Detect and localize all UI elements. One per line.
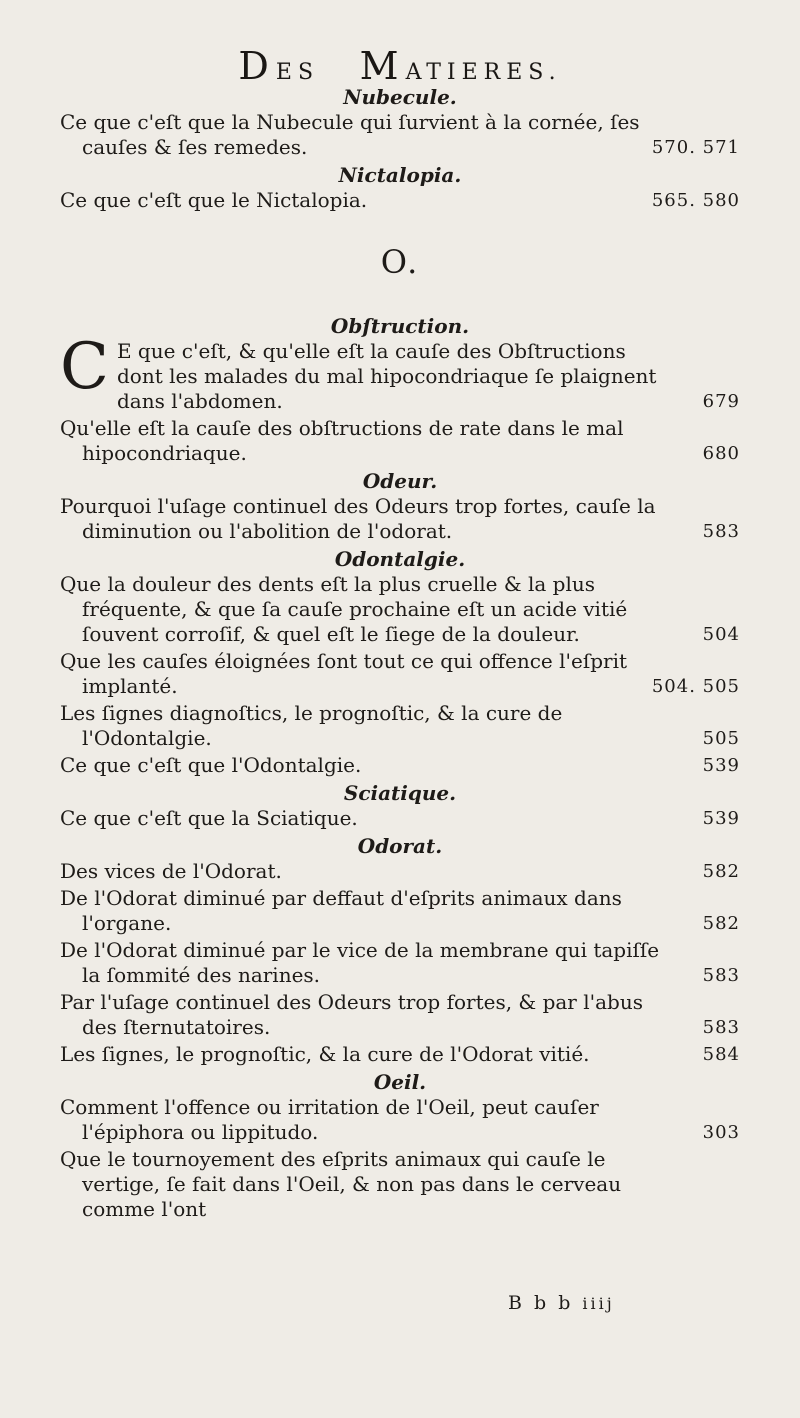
entry-text: De l'Odorat diminué par le vice de la membrane qui tapiſſe la ſommité des narines. — [60, 938, 660, 987]
signature-mark — [508, 1292, 615, 1314]
entry-page: 583 — [702, 521, 740, 542]
entry-page: 680 — [702, 443, 740, 464]
entry-text: Pourquoi l'uſage continuel des Odeurs trop fortes, cauſe la diminution ou l'abolition de l'odorat. — [60, 494, 656, 543]
index-section — [60, 782, 740, 831]
index-entry — [60, 806, 740, 831]
index-entry — [60, 1095, 740, 1145]
index-entry — [60, 753, 740, 778]
header-word-matieres: ATIERES. — [405, 60, 562, 85]
index-entry — [60, 416, 740, 466]
entry-page: 303 — [702, 1122, 740, 1143]
index-entry — [60, 494, 740, 544]
entry-text: Ce que c'eſt que le Nictalopia. — [60, 188, 368, 212]
section-heading: Sciatique. — [343, 781, 457, 805]
bottom-sections — [60, 470, 740, 1222]
entry-page: 583 — [702, 965, 740, 986]
entry-text: Que les cauſes éloignées ſont tout ce qui offence l'eſprit implanté. — [60, 649, 628, 698]
drop-cap: C — [60, 330, 109, 404]
index-entry — [60, 330, 740, 414]
index-entry — [60, 701, 740, 751]
entry-page: 539 — [702, 808, 740, 829]
index-entry — [60, 990, 740, 1040]
index-entry — [60, 572, 740, 647]
index-entry — [60, 110, 740, 160]
signature-main: B b b — [508, 1292, 574, 1314]
entry-text: Ce que c'eſt que l'Odontalgie. — [60, 753, 362, 777]
entry-page: 570. 571 — [651, 137, 740, 158]
index-section — [60, 86, 740, 160]
entry-page: 584 — [702, 1044, 740, 1065]
first-section-entries — [60, 416, 740, 466]
entry-page: 539 — [702, 755, 740, 776]
signature-sub: iiij — [582, 1294, 615, 1313]
entry-text: Ce que c'eſt que la Sciatique. — [60, 806, 358, 830]
entry-text: Les ſignes diagnoſtics, le prognoſtic, & la cure de l'Odontalgie. — [60, 701, 563, 750]
entry-page: 504. 505 — [651, 676, 740, 697]
index-section — [60, 1071, 740, 1222]
index-entry — [60, 938, 740, 988]
section-heading: Nictalopia. — [338, 163, 462, 187]
header-word-des: ES — [275, 60, 320, 85]
section-letter: O. — [380, 243, 420, 281]
index-entry — [60, 886, 740, 936]
entry-page: 565. 580 — [651, 190, 740, 211]
section-heading: Oeil. — [373, 1070, 427, 1094]
entry-text: Qu'elle eſt la cauſe des obſtructions de rate dans le mal hipocondriaque. — [60, 416, 624, 465]
first-section — [60, 315, 740, 466]
section-heading: Odorat. — [357, 834, 443, 858]
section-heading: Odontalgie. — [334, 547, 466, 571]
index-section — [60, 164, 740, 213]
index-section — [60, 548, 740, 778]
entry-text: Ce que c'eſt que la Nubecule qui ſurvient à la cornée, ſes cauſes & ſes remedes. — [60, 110, 640, 159]
entry-text: E que c'eſt, & qu'elle eſt la cauſe des Obſtructions dont les malades du mal hipocondriaque ſe plaignent dans l'abdomen. — [116, 339, 657, 413]
entry-page: 505 — [702, 728, 740, 749]
entry-page: 582 — [702, 861, 740, 882]
entry-text: Des vices de l'Odorat. — [60, 859, 282, 883]
section-heading: Nubecule. — [343, 85, 457, 109]
entry-page: 504 — [702, 624, 740, 645]
index-entry — [60, 188, 740, 213]
entry-page: 583 — [702, 1017, 740, 1038]
entry-text: Comment l'offence ou irritation de l'Oeil, peut cauſer l'épiphora ou lippitudo. — [60, 1095, 599, 1144]
index-section — [60, 835, 740, 1067]
index-entry — [60, 1042, 740, 1067]
entry-text: Que la douleur des dents eſt la plus cruelle & la plus fréquente, & que ſa cauſe prochaine eſt un acide vitié ſouvent corroſif, & quel eſt le ſiege de la douleur. — [60, 572, 628, 646]
index-entry — [60, 1147, 740, 1222]
index-entry — [60, 859, 740, 884]
entry-text: Les ſignes, le prognoſtic, & la cure de l'Odorat vitié. — [60, 1042, 590, 1066]
header-initial-d: D — [238, 44, 276, 88]
entry-page: 679 — [702, 391, 740, 412]
entry-page: 582 — [702, 913, 740, 934]
header-initial-m: M — [359, 44, 406, 88]
entry-text: De l'Odorat diminué par deffaut d'eſprits animaux dans l'organe. — [60, 886, 622, 935]
entry-text: Que le tournoyement des eſprits animaux qui cauſe le vertige, ſe fait dans l'Oeil, & non pas dans le cerveau comme l'ont — [60, 1147, 622, 1221]
entry-text: Par l'uſage continuel des Odeurs trop fortes, & par l'abus des ſternutatoires. — [60, 990, 643, 1039]
index-section — [60, 470, 740, 544]
index-entry — [60, 649, 740, 699]
section-heading: Odeur. — [362, 469, 438, 493]
section-heading: Obſtruction. — [330, 314, 470, 338]
top-sections — [60, 86, 740, 213]
index-content — [60, 82, 740, 1224]
